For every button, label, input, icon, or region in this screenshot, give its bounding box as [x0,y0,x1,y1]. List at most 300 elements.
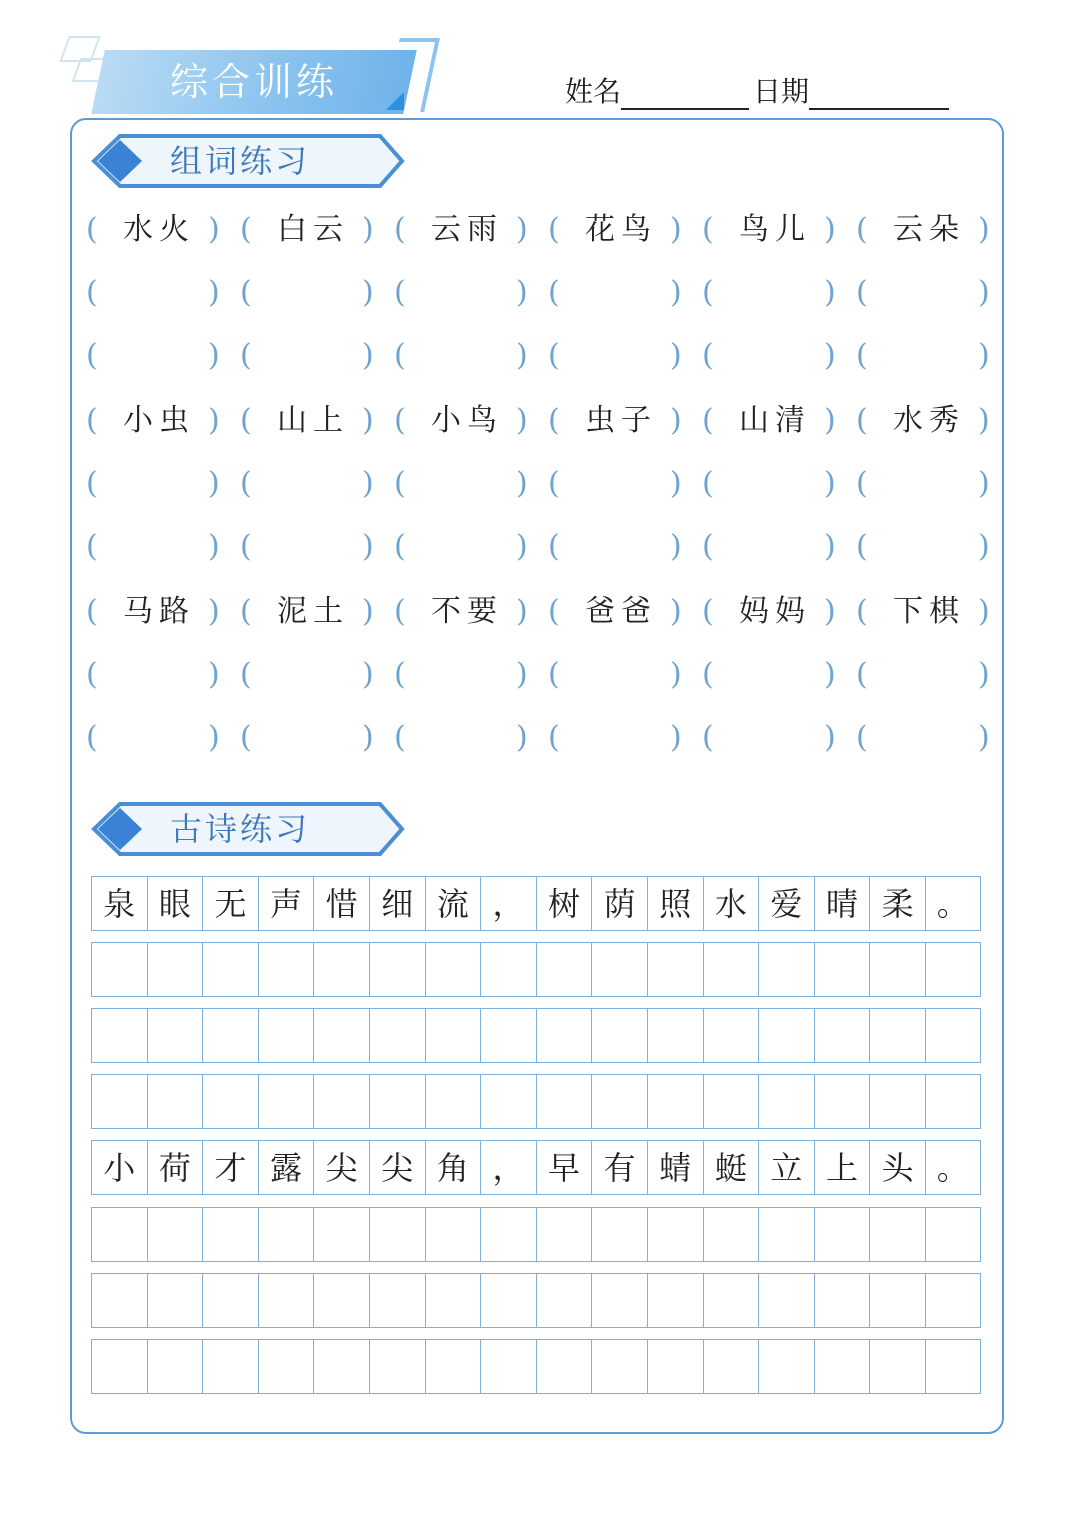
writing-box[interactable] [703,1273,759,1328]
answer-cell[interactable] [702,334,854,378]
writing-box[interactable] [703,942,759,997]
poem-char-box: 尖 [313,1140,369,1195]
word-row-blank [86,716,996,760]
writing-box[interactable] [91,942,147,997]
left-paren: ( [394,720,406,755]
answer-cell[interactable] [548,462,700,506]
answer-cell[interactable] [548,334,700,378]
answer-cell[interactable] [86,525,238,569]
right-paren: ) [362,212,374,247]
section-header-words [90,132,406,190]
word-cell [394,399,546,443]
word-text: 下棋 [893,594,965,629]
writing-box[interactable] [480,1074,536,1129]
writing-box[interactable] [147,942,203,997]
right-paren: ) [516,594,528,629]
word-cell [240,399,392,443]
word-row [86,590,996,634]
right-paren: ) [824,529,836,564]
word-cell [856,208,1008,252]
writing-box[interactable] [758,942,814,997]
poem-char-box: 水 [703,876,759,931]
writing-box[interactable] [369,1074,425,1129]
left-paren: ( [86,720,98,755]
left-paren: ( [86,657,98,692]
writing-box[interactable] [647,942,703,997]
left-paren: ( [86,212,98,247]
answer-cell[interactable] [86,334,238,378]
word-text: 鸟儿 [739,212,811,247]
answer-cell[interactable] [86,271,238,315]
writing-box[interactable] [536,1273,592,1328]
right-paren: ) [824,275,836,310]
writing-box[interactable] [925,1339,981,1394]
left-paren: ( [240,466,252,501]
writing-box[interactable] [202,942,258,997]
poem-char-box: 荷 [147,1140,203,1195]
writing-box[interactable] [202,1273,258,1328]
writing-box[interactable] [703,1074,759,1129]
word-cell [86,399,238,443]
left-paren: ( [394,657,406,692]
writing-box[interactable] [202,1207,258,1262]
writing-box[interactable] [536,1207,592,1262]
word-row [86,208,996,252]
date-label: 日期 [753,75,810,108]
left-paren: ( [702,275,714,310]
right-paren: ) [362,466,374,501]
writing-box[interactable] [814,1273,870,1328]
word-cell [856,590,1008,634]
right-paren: ) [208,275,220,310]
left-paren: ( [394,403,406,438]
poem-char-box: 晴 [814,876,870,931]
left-paren: ( [240,275,252,310]
poem-char-box: 露 [258,1140,314,1195]
left-paren: ( [856,403,868,438]
word-text: 山上 [277,403,349,438]
writing-box[interactable] [313,942,369,997]
writing-box[interactable] [814,942,870,997]
answer-cell[interactable] [394,525,546,569]
writing-box[interactable] [258,1074,314,1129]
word-cell [548,208,700,252]
writing-box[interactable] [202,1339,258,1394]
word-text: 花鸟 [585,212,657,247]
word-row-blank [86,334,996,378]
right-paren: ) [978,720,990,755]
poem-char-box: 流 [425,876,481,931]
poem-char-box: 荫 [591,876,647,931]
writing-box[interactable] [313,1273,369,1328]
left-paren: ( [240,212,252,247]
right-paren: ) [978,338,990,373]
left-paren: ( [548,403,560,438]
left-paren: ( [394,466,406,501]
left-paren: ( [856,594,868,629]
right-paren: ) [208,466,220,501]
answer-cell[interactable] [548,716,700,760]
right-paren: ) [824,338,836,373]
right-paren: ) [362,275,374,310]
writing-box[interactable] [147,1273,203,1328]
answer-cell[interactable] [702,653,854,697]
word-text: 泥土 [277,594,349,629]
poem-char-box: 柔 [869,876,925,931]
word-cell [394,590,546,634]
word-row-blank [86,525,996,569]
right-paren: ) [824,403,836,438]
writing-box[interactable] [313,1008,369,1063]
left-paren: ( [394,212,406,247]
writing-box[interactable] [758,1008,814,1063]
word-cell [548,399,700,443]
writing-box[interactable] [869,1074,925,1129]
writing-box[interactable] [591,1339,647,1394]
word-row-blank [86,271,996,315]
right-paren: ) [516,529,528,564]
right-paren: ) [670,466,682,501]
poem-char-box: 小 [91,1140,147,1195]
poem-row [91,1140,981,1196]
right-paren: ) [516,403,528,438]
writing-box[interactable] [591,1074,647,1129]
writing-box[interactable] [758,1074,814,1129]
writing-box[interactable] [313,1074,369,1129]
writing-box[interactable] [425,942,481,997]
right-paren: ) [516,657,528,692]
writing-box[interactable] [425,1207,481,1262]
left-paren: ( [86,529,98,564]
word-cell [702,208,854,252]
word-text: 不要 [431,594,503,629]
writing-box[interactable] [925,1207,981,1262]
answer-cell[interactable] [856,271,1008,315]
writing-box[interactable] [814,1207,870,1262]
right-paren: ) [824,720,836,755]
writing-row [91,1339,981,1395]
answer-cell[interactable] [240,271,392,315]
word-cell [86,590,238,634]
word-text: 云雨 [431,212,503,247]
writing-box[interactable] [91,1074,147,1129]
writing-box[interactable] [536,1074,592,1129]
answer-cell[interactable] [240,653,392,697]
writing-box[interactable] [480,1008,536,1063]
writing-box[interactable] [536,1339,592,1394]
writing-box[interactable] [925,1074,981,1129]
left-paren: ( [548,275,560,310]
writing-box[interactable] [536,942,592,997]
right-paren: ) [362,529,374,564]
writing-box[interactable] [147,1207,203,1262]
answer-cell[interactable] [394,653,546,697]
writing-row [91,1008,981,1064]
word-text: 小虫 [123,403,195,438]
right-paren: ) [208,529,220,564]
answer-cell[interactable] [548,271,700,315]
left-paren: ( [702,338,714,373]
writing-box[interactable] [91,1273,147,1328]
right-paren: ) [670,720,682,755]
word-row-blank [86,653,996,697]
answer-cell[interactable] [240,716,392,760]
writing-box[interactable] [591,1207,647,1262]
left-paren: ( [240,338,252,373]
writing-box[interactable] [91,1339,147,1394]
writing-box[interactable] [369,1339,425,1394]
right-paren: ) [824,657,836,692]
section-header-poems [90,800,406,858]
poem-char-box: ， [480,876,536,931]
answer-cell[interactable] [856,462,1008,506]
right-paren: ) [978,657,990,692]
word-cell [240,590,392,634]
right-paren: ) [516,212,528,247]
writing-box[interactable] [91,1207,147,1262]
left-paren: ( [856,212,868,247]
writing-box[interactable] [258,1339,314,1394]
poem-char-box: 声 [258,876,314,931]
writing-box[interactable] [258,1008,314,1063]
left-paren: ( [702,657,714,692]
writing-box[interactable] [591,1273,647,1328]
writing-box[interactable] [147,1008,203,1063]
left-paren: ( [240,403,252,438]
name-label: 姓名 [565,75,622,108]
writing-box[interactable] [147,1339,203,1394]
word-text: 水秀 [893,403,965,438]
right-paren: ) [670,403,682,438]
left-paren: ( [86,594,98,629]
word-cell [394,208,546,252]
writing-box[interactable] [869,1008,925,1063]
word-text: 山清 [739,403,811,438]
right-paren: ) [824,212,836,247]
writing-box[interactable] [202,1074,258,1129]
left-paren: ( [548,594,560,629]
writing-box[interactable] [480,1273,536,1328]
writing-box[interactable] [425,1008,481,1063]
left-paren: ( [702,720,714,755]
poem-char-box: 蜓 [703,1140,759,1195]
header-fields [565,70,949,110]
poem-char-box: 爱 [758,876,814,931]
writing-box[interactable] [369,942,425,997]
right-paren: ) [516,720,528,755]
left-paren: ( [240,720,252,755]
word-text: 虫子 [585,403,657,438]
left-paren: ( [240,594,252,629]
answer-cell[interactable] [240,525,392,569]
poem-char-box: 照 [647,876,703,931]
left-paren: ( [702,594,714,629]
right-paren: ) [670,275,682,310]
left-paren: ( [702,403,714,438]
answer-cell[interactable] [394,462,546,506]
left-paren: ( [856,466,868,501]
writing-box[interactable] [369,1207,425,1262]
writing-box[interactable] [758,1339,814,1394]
right-paren: ) [978,466,990,501]
writing-box[interactable] [758,1207,814,1262]
left-paren: ( [394,275,406,310]
left-paren: ( [856,529,868,564]
right-paren: ) [670,338,682,373]
writing-box[interactable] [369,1273,425,1328]
poem-char-box: 细 [369,876,425,931]
answer-cell[interactable] [86,653,238,697]
name-field[interactable] [621,80,749,110]
word-text: 马路 [123,594,195,629]
right-paren: ) [362,594,374,629]
word-cell [702,590,854,634]
right-paren: ) [208,720,220,755]
writing-box[interactable] [258,1207,314,1262]
poem-char-box: 树 [536,876,592,931]
writing-box[interactable] [369,1008,425,1063]
writing-row [91,1074,981,1130]
writing-box[interactable] [758,1273,814,1328]
answer-cell[interactable] [856,653,1008,697]
section-title: 组词练习 [170,142,311,180]
word-text: 爸爸 [585,594,657,629]
answer-cell[interactable] [86,462,238,506]
answer-cell[interactable] [702,525,854,569]
writing-box[interactable] [925,942,981,997]
answer-cell[interactable] [856,716,1008,760]
writing-box[interactable] [147,1074,203,1129]
poem-char-box: 尖 [369,1140,425,1195]
writing-box[interactable] [91,1008,147,1063]
left-paren: ( [548,657,560,692]
answer-cell[interactable] [240,462,392,506]
answer-cell[interactable] [702,271,854,315]
left-paren: ( [702,212,714,247]
writing-box[interactable] [313,1339,369,1394]
answer-cell[interactable] [394,271,546,315]
left-paren: ( [702,466,714,501]
right-paren: ) [208,338,220,373]
word-cell [86,208,238,252]
writing-box[interactable] [814,1339,870,1394]
writing-box[interactable] [480,942,536,997]
writing-box[interactable] [647,1339,703,1394]
writing-box[interactable] [925,1008,981,1063]
poem-char-box: 立 [758,1140,814,1195]
answer-cell[interactable] [394,334,546,378]
writing-box[interactable] [425,1273,481,1328]
answer-cell[interactable] [856,334,1008,378]
writing-box[interactable] [925,1273,981,1328]
writing-box[interactable] [869,1339,925,1394]
writing-box[interactable] [814,1008,870,1063]
writing-box[interactable] [425,1074,481,1129]
right-paren: ) [824,466,836,501]
writing-box[interactable] [869,942,925,997]
writing-box[interactable] [591,942,647,997]
left-paren: ( [240,657,252,692]
poem-char-box: 泉 [91,876,147,931]
writing-box[interactable] [647,1273,703,1328]
writing-box[interactable] [258,942,314,997]
right-paren: ) [978,212,990,247]
poem-char-box: 惜 [313,876,369,931]
writing-box[interactable] [814,1074,870,1129]
poem-char-box: 上 [814,1140,870,1195]
poem-char-box: ， [480,1140,536,1195]
date-field[interactable] [809,80,949,110]
left-paren: ( [702,529,714,564]
left-paren: ( [856,657,868,692]
writing-box[interactable] [869,1207,925,1262]
left-paren: ( [394,338,406,373]
left-paren: ( [86,466,98,501]
writing-box[interactable] [258,1273,314,1328]
writing-box[interactable] [647,1008,703,1063]
writing-box[interactable] [536,1008,592,1063]
writing-box[interactable] [313,1207,369,1262]
writing-box[interactable] [703,1008,759,1063]
answer-cell[interactable] [86,716,238,760]
answer-cell[interactable] [702,462,854,506]
word-cell [702,399,854,443]
writing-box[interactable] [591,1008,647,1063]
right-paren: ) [978,275,990,310]
writing-box[interactable] [480,1207,536,1262]
poem-char-box: 角 [425,1140,481,1195]
writing-box[interactable] [703,1207,759,1262]
poem-char-box: 才 [202,1140,258,1195]
right-paren: ) [362,403,374,438]
answer-cell[interactable] [856,525,1008,569]
right-paren: ) [208,403,220,438]
left-paren: ( [548,338,560,373]
right-paren: ) [362,720,374,755]
answer-cell[interactable] [548,525,700,569]
left-paren: ( [856,338,868,373]
left-paren: ( [394,594,406,629]
answer-cell[interactable] [240,334,392,378]
right-paren: ) [978,529,990,564]
left-paren: ( [548,720,560,755]
word-cell [548,590,700,634]
right-paren: ) [516,275,528,310]
answer-cell[interactable] [702,716,854,760]
poem-row [91,876,981,932]
answer-cell[interactable] [548,653,700,697]
writing-box[interactable] [480,1339,536,1394]
left-paren: ( [86,338,98,373]
left-paren: ( [548,212,560,247]
right-paren: ) [824,594,836,629]
writing-box[interactable] [869,1273,925,1328]
word-row [86,399,996,443]
poem-char-box: 无 [202,876,258,931]
right-paren: ) [362,338,374,373]
word-text: 妈妈 [739,594,811,629]
answer-cell[interactable] [394,716,546,760]
writing-box[interactable] [425,1339,481,1394]
writing-box[interactable] [703,1339,759,1394]
writing-box[interactable] [647,1207,703,1262]
section-title: 古诗练习 [170,810,311,848]
poem-char-box: 。 [925,876,981,931]
writing-box[interactable] [202,1008,258,1063]
poem-char-box: 蜻 [647,1140,703,1195]
writing-box[interactable] [647,1074,703,1129]
right-paren: ) [670,594,682,629]
